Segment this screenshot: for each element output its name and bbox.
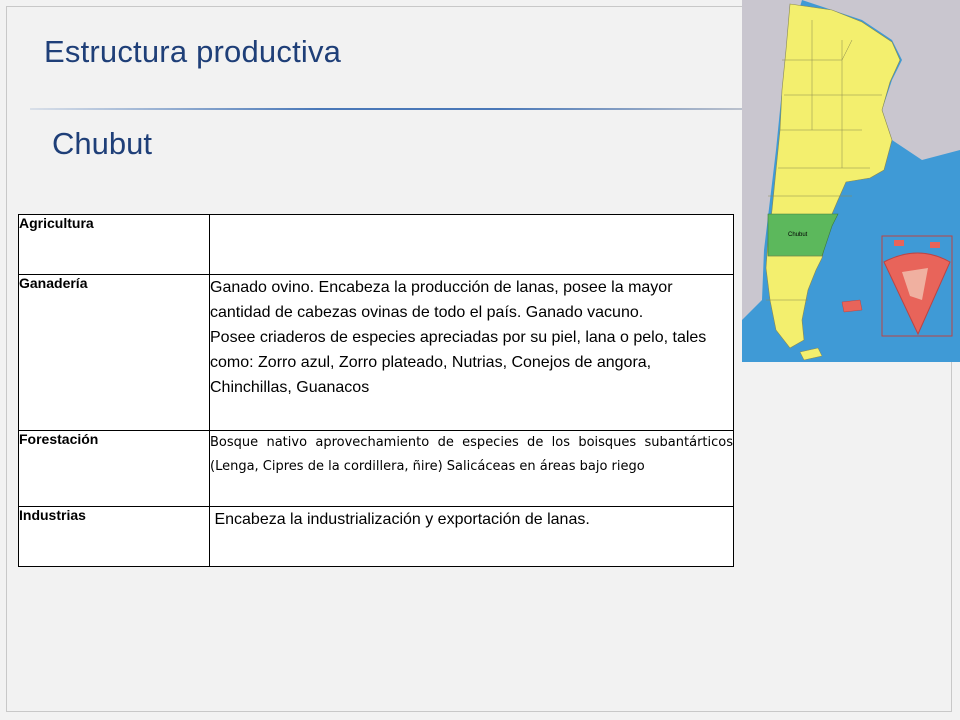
slide-title: Estructura productiva	[44, 34, 342, 69]
inset-marker	[894, 240, 904, 246]
chubut-map-label: Chubut	[788, 232, 808, 238]
argentina-map	[742, 0, 960, 362]
table-row	[19, 215, 734, 275]
row-label-ganaderia: Ganadería	[19, 275, 210, 431]
title-divider	[30, 108, 750, 110]
islas-malvinas	[842, 300, 862, 312]
table-row	[19, 275, 734, 431]
forestacion-paragraph: Bosque nativo aprovechamiento de especies de los boisques subantárticos (Lenga, Cipres de la cordillera, ñire) Salicáceas en áreas bajo riego	[210, 435, 733, 474]
ganaderia-paragraph: Ganado ovino. Encabeza la producción de lanas, posee la mayor cantidad de cabezas ovinas de todo el país. Ganado vacuno.	[210, 279, 673, 321]
row-value-forestacion	[210, 431, 734, 507]
row-label-forestacion: Forestación	[19, 431, 210, 507]
ganaderia-paragraph: Posee criaderos de especies apreciadas por su piel, lana o pelo, tales como: Zorro azul, Zorro plateado, Nutrias, Conejos de angora, Chinchillas, Guanacos	[210, 329, 707, 396]
row-value-industrias	[210, 507, 734, 567]
production-table	[18, 214, 734, 567]
industrias-paragraph: Encabeza la industrialización y exportación de lanas.	[210, 511, 590, 528]
slide-subtitle: Chubut	[52, 126, 152, 161]
row-label-agricultura: Agricultura	[19, 215, 210, 275]
table-row	[19, 431, 734, 507]
row-value-agricultura	[210, 215, 734, 275]
row-label-industrias: Industrias	[19, 507, 210, 567]
table-row	[19, 507, 734, 567]
inset-marker	[930, 242, 940, 248]
row-value-ganaderia	[210, 275, 734, 431]
argentina-map-svg	[742, 0, 960, 362]
